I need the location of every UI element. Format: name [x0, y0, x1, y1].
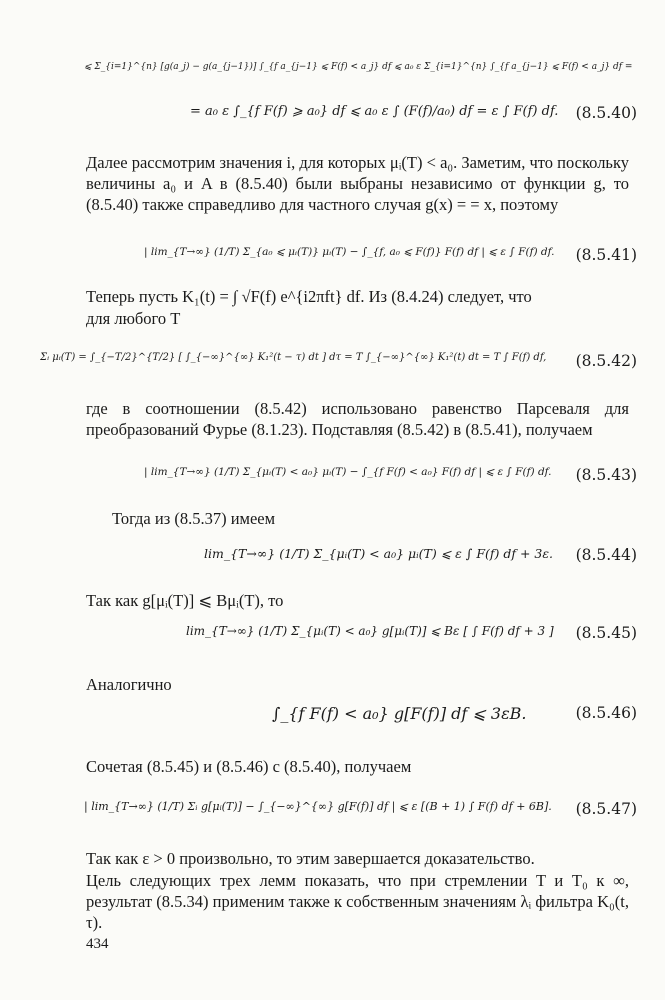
equation-number: (8.5.43)	[575, 466, 637, 484]
equation-8-5-43: | lim_{T→∞} (1/T) Σ_{μᵢ(T) < a₀} μᵢ(T) − ∫_{f F(f) < a₀} F(f) df | ⩽ ε ∫ F(f) df. (8.5.43)	[144, 466, 637, 484]
equation-8-5-46: ∫_{f F(f) < a₀} g[F(f)] df ⩽ 3εB. (8.5.46)	[272, 704, 637, 723]
equation-8-5-41: | lim_{T→∞} (1/T) Σ_{a₀ ⩽ μᵢ(T)} μᵢ(T) − ∫_{f, a₀ ⩽ F(f)} F(f) df | ⩽ ε ∫ F(f) df. (8.5.41)	[144, 246, 637, 264]
paragraph-4: Тогда из (8.5.37) имеем	[112, 509, 276, 528]
paragraph-9: Цель следующих трех лемм показать, что при стремлении T и T₀ к ∞, результат (8.5.34) применим также к собственным значениям λᵢ фильтра K₀(t, τ).	[86, 871, 629, 932]
equation-number: (8.5.42)	[575, 352, 637, 370]
paragraph-8: Так как ε > 0 произвольно, то этим завершается доказательство.	[86, 849, 535, 868]
equation-number: (8.5.45)	[575, 624, 637, 642]
equation-8-5-47: | lim_{T→∞} (1/T) Σᵢ g[μᵢ(T)] − ∫_{−∞}^{∞} g[F(f)] df | ⩽ ε [(B + 1) ∫ F(f) df + 6B]. (8.5.47)	[84, 800, 637, 818]
equation-number: (8.5.47)	[575, 800, 637, 818]
equation-8-5-40-line2: = a₀ ε ∫_{f F(f) ⩾ a₀} df ⩽ a₀ ε ∫ (F(f)/a₀) df = ε ∫ F(f) df. (8.5.40)	[190, 104, 637, 122]
paragraph-2b: для любого T	[86, 309, 181, 328]
equation-8-5-40-line1: ⩽ Σ_{i=1}^{n} [g(a_j) − g(a_{j−1})] ∫_{f a_{j−1} ⩽ F(f) < a_j} df ⩽ a₀ ε Σ_{i=1}^{n} ∫_{f a_{j−1} ⩽ F(f) < a_j} df =	[84, 62, 633, 72]
equation-8-5-44: lim_{T→∞} (1/T) Σ_{μᵢ(T) < a₀} μᵢ(T) ⩽ ε ∫ F(f) df + 3ε. (8.5.44)	[204, 546, 637, 564]
equation-number: (8.5.46)	[575, 704, 637, 722]
equation-8-5-42: Σᵢ μᵢ(T) = ∫_{−T/2}^{T/2} [ ∫_{−∞}^{∞} K₁²(t − τ) dt ] dτ = T ∫_{−∞}^{∞} K₁²(t) dt = T ∫ F(f) df, (8.5.42)	[40, 352, 637, 370]
equation-number: (8.5.44)	[575, 546, 637, 564]
equation-8-5-45: lim_{T→∞} (1/T) Σ_{μᵢ(T) < a₀} g[μᵢ(T)] ⩽ Bε [ ∫ F(f) df + 3 ] (8.5.45)	[186, 624, 637, 642]
paragraph-1: Далее рассмотрим значения i, для которых μᵢ(T) < a₀. Заметим, что поскольку величины a₀ и A в (8.5.40) были выбраны независимо от функции g, то (8.5.40) также справедливо для частного случая g(x) = = x, поэтому	[86, 153, 629, 214]
paragraph-2: Теперь пусть K₁(t) = ∫ √F(f) e^{i2πft} df. Из (8.4.24) следует, что	[86, 287, 532, 306]
page-number: 434	[86, 936, 109, 952]
equation-number: (8.5.41)	[575, 246, 637, 264]
paragraph-5: Так как g[μᵢ(T)] ⩽ Bμᵢ(T), то	[86, 591, 284, 610]
equation-number: (8.5.40)	[575, 104, 637, 122]
paragraph-6: Аналогично	[86, 675, 172, 694]
paragraph-3: где в соотношении (8.5.42) использовано равенство Парсеваля для преобразований Фурье (8.1.23). Подставляя (8.5.42) в (8.5.41), получаем	[86, 399, 629, 439]
paragraph-7: Сочетая (8.5.45) и (8.5.46) с (8.5.40), получаем	[86, 757, 412, 776]
